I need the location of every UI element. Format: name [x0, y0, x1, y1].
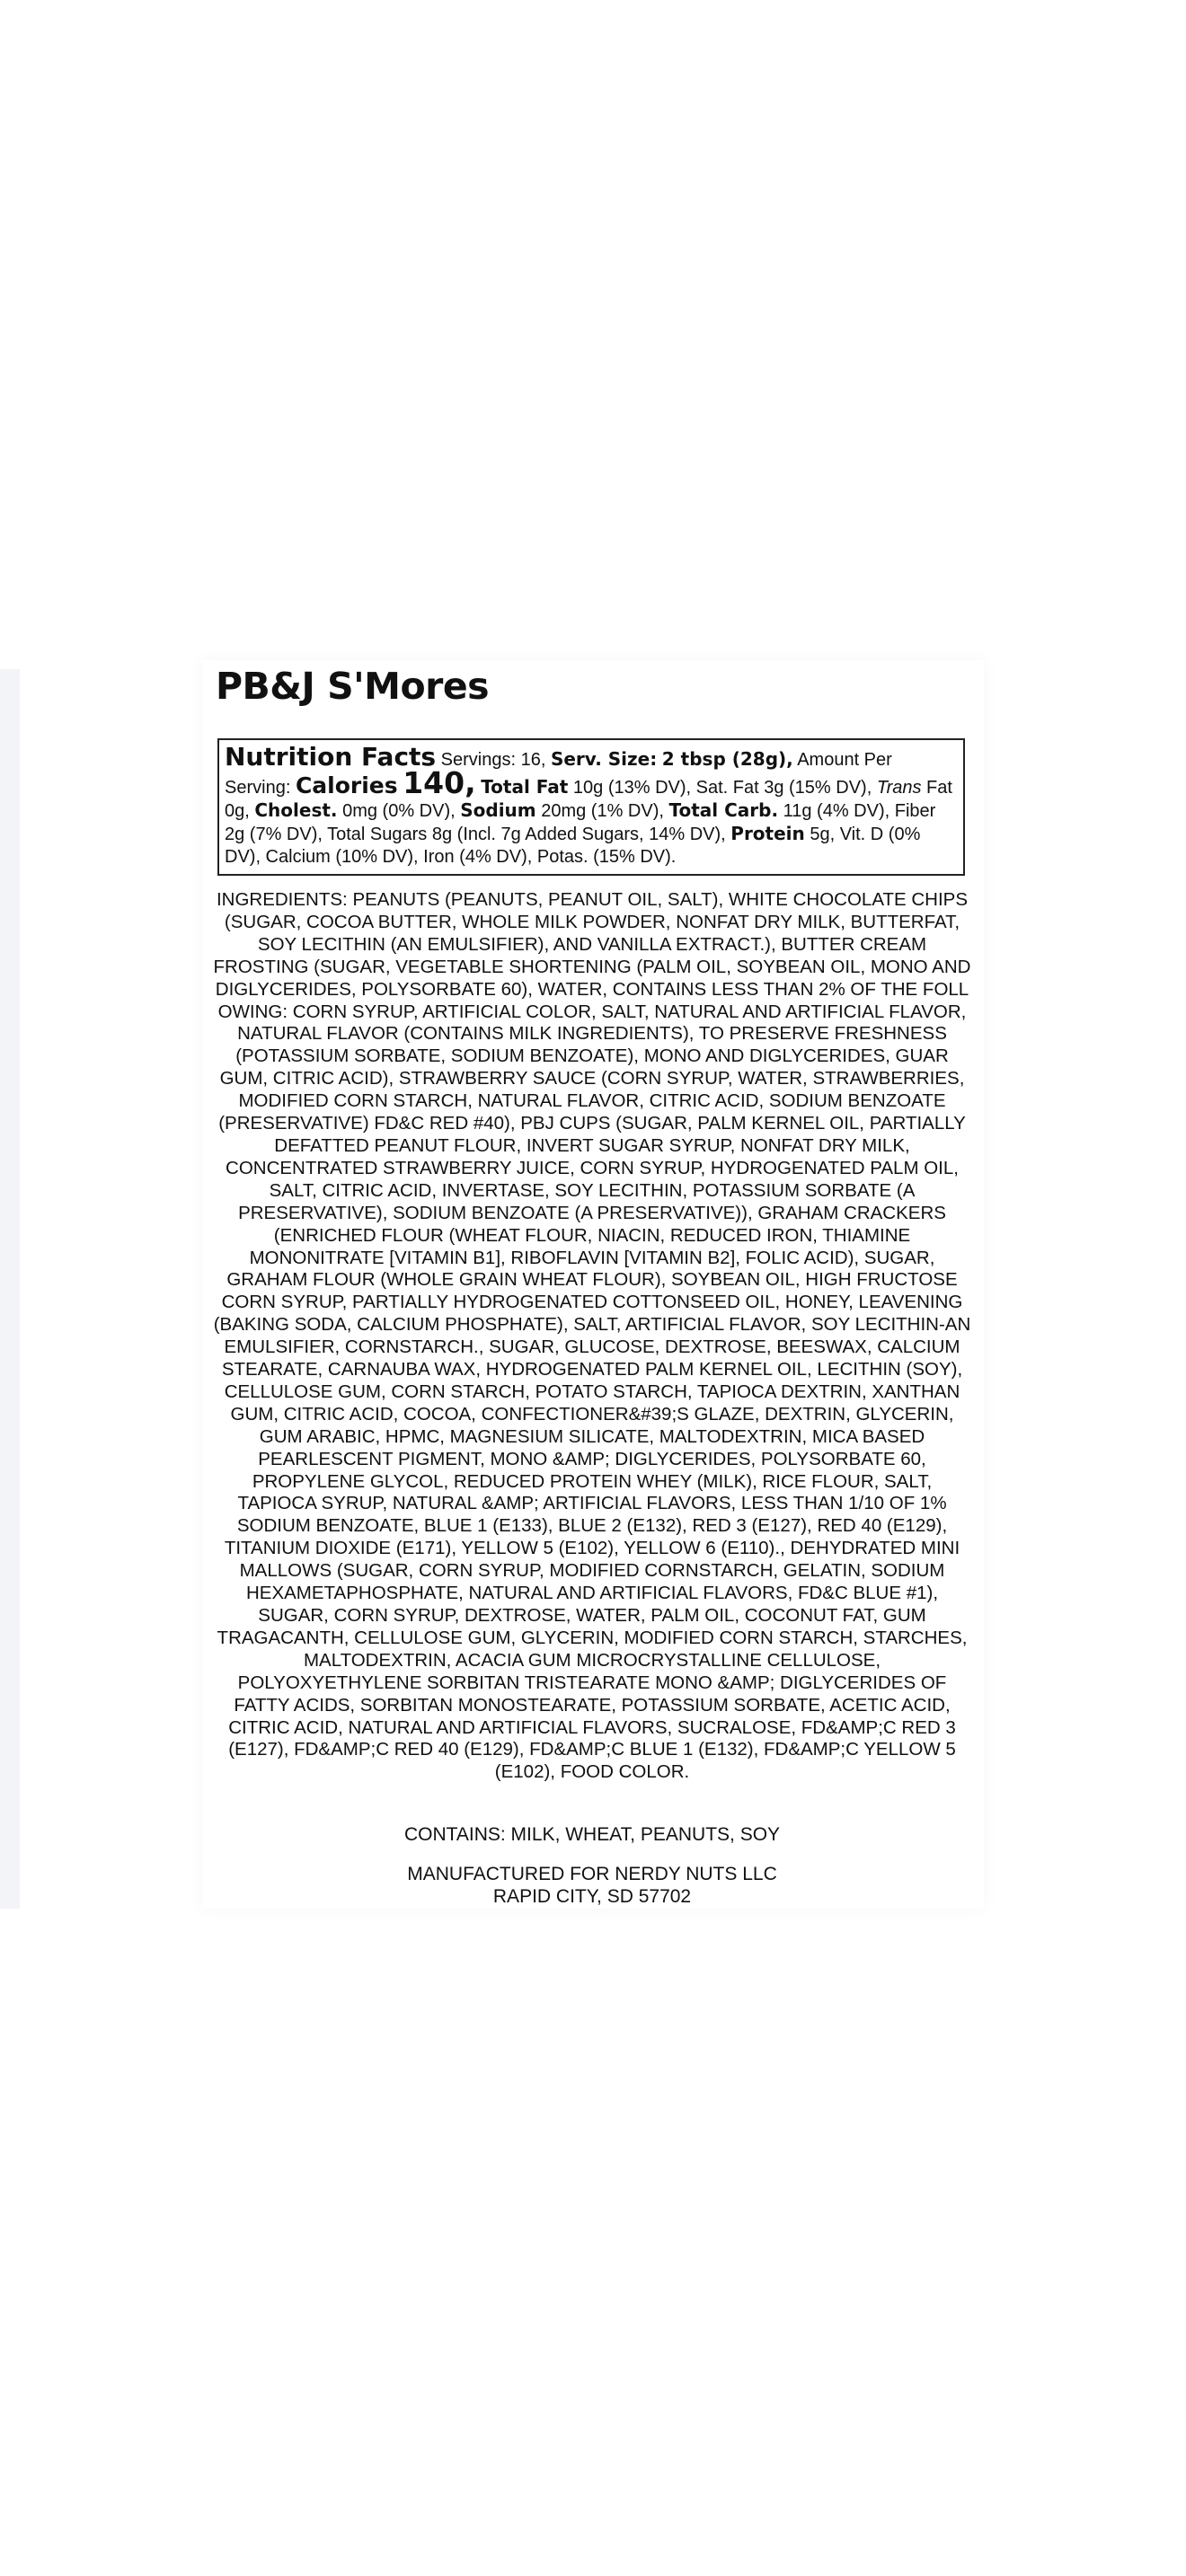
allergen-contains-text: CONTAINS: MILK, WHEAT, PEANUTS, SOY [403, 1824, 781, 1845]
protein-label: Protein [730, 823, 805, 844]
trans-label: Trans [876, 778, 922, 798]
trans-value: Fat 0g, [225, 778, 952, 821]
product-title: PB&J S'Mores [216, 665, 490, 708]
left-edge-panel [0, 669, 20, 1909]
total-carb-value: 11g (4% DV), Fiber 2g (7% DV), Total Sugars 8g (Incl. 7g Added Sugars, 14% DV), [225, 801, 936, 844]
sodium-label: Sodium [460, 799, 536, 821]
total-carb-label: Total Carb. [668, 799, 779, 821]
manufacturer-name: MANUFACTURED FOR NERDY NUTS LLC [407, 1864, 777, 1884]
cholesterol-label: Cholest. [254, 799, 338, 821]
nutrition-facts-panel [217, 738, 965, 876]
sodium-value: 20mg (1% DV), [541, 801, 664, 821]
nutrition-facts-heading: Nutrition Facts [225, 742, 437, 772]
ingredients-text: INGREDIENTS: PEANUTS (PEANUTS, PEANUT OIL, SALT), WHITE CHOCOLATE CHIPS (SUGAR, COCOA BUTTER, WHOLE MILK POWDER, NONFAT DRY MILK, BUTTERFAT, SOY LECITHIN (AN EMULSIFIER), AND VANILLA EXTRACT.), BUTTER CREAM FROSTING (SUGAR, VEGETABLE SHORTENING (PALM OIL, SOYBEAN OIL, MONO AND DIGLYCERIDES, POLYSORBATE 60), WATER, CONTAINS LESS THAN 2% OF THE FOLL OWING: CORN SYRUP, ARTIFICIAL COLOR, SALT, NATURAL AND ARTIFICIAL FLAVOR, NATURAL FLAVOR (CONTAINS MILK INGREDIENTS), TO PRESERVE FRESHNESS (POTASSIUM SORBATE, SODIUM BENZOATE), MONO AND DIGLYCERIDES, GUAR GUM, CITRIC ACID), STRAWBERRY SAUCE (CORN SYRUP, WATER, STRAWBERRIES, MODIFIED CORN STARCH, NATURAL FLAVOR, CITRIC ACID, SODIUM BENZOATE (PRESERVATIVE) FD&C RED #40), PBJ CUPS (SUGAR, PALM KERNEL OIL, PARTIALLY DEFATTED PEANUT FLOUR, INVERT SUGAR SYRUP, NONFAT DRY MILK, CONCENTRATED STRAWBERRY JUICE, CORN SYRUP, HYDROGENATED PALM OIL, SALT, CITRIC ACID, INVERTASE, SOY LECITHIN, POTASSIUM SORBATE (A PRESERVATIVE), SODIUM BENZOATE (A PRESERVATIVE)), GRAHAM CRACKERS (ENRICHED FLOUR (WHEAT FLOUR, NIACIN, REDUCED IRON, THIAMINE MONONITRATE [VITAMIN B1], RIBOFLAVIN [VITAMIN B2], FOLIC ACID), SUGAR, GRAHAM FLOUR (WHOLE GRAIN WHEAT FLOUR), SOYBEAN OIL, HIGH FRUCTOSE CORN SYRUP, PARTIALLY HYDROGENATED COTTONSEED OIL, HONEY, LEAVENING (BAKING SODA, CALCIUM PHOSPHATE), SALT, ARTIFICIAL FLAVOR, SOY LECITHIN-AN EMULSIFIER, CORNSTARCH., SUGAR, GLUCOSE, DEXTROSE, BEESWAX, CALCIUM STEARATE, CARNAUBA WAX, HYDROGENATED PALM KERNEL OIL, LECITHIN (SOY), CELLULOSE GUM, CORN STARCH, POTATO STARCH, TAPIOCA DEXTRIN, XANTHAN GUM, CITRIC ACID, COCOA, CONFECTIONER&#39;S GLAZE, DEXTRIN, GLYCERIN, GUM ARABIC, HPMC, MAGNESIUM SILICATE, MALTODEXTRIN, MICA BASED PEARLESCENT PIGMENT, MONO &AMP; DIGLYCERIDES, POLYSORBATE 60, PROPYLENE GLYCOL, REDUCED PROTEIN WHEY (MILK), RICE FLOUR, SALT, TAPIOCA SYRUP, NATURAL &AMP; ARTIFICIAL FLAVORS, LESS THAN 1/10 OF 1% SODIUM BENZOATE, BLUE 1 (E133), BLUE 2 (E132), RED 3 (E127), RED 40 (E129), TITANIUM DIOXIDE (E171), YELLOW 5 (E102), YELLOW 6 (E110)., DEHYDRATED MINI MALLOWS (SUGAR, CORN SYRUP, MODIFIED CORNSTARCH, GELATIN, SODIUM HEXAMETAPHOSPHATE, NATURAL AND ARTIFICIAL FLAVORS, FD&C BLUE #1), SUGAR, CORN SYRUP, DEXTROSE, WATER, PALM OIL, COCONUT FAT, GUM TRAGACANTH, CELLULOSE GUM, GLYCERIN, MODIFIED CORN STARCH, STARCHES, MALTODEXTRIN, ACACIA GUM MICROCRYSTALLINE CELLULOSE, POLYOXYETHYLENE SORBITAN TRISTEARATE MONO &AMP; DIGLYCERIDES OF FATTY ACIDS, SORBITAN MONOSTEARATE, POTASSIUM SORBATE, ACETIC ACID, CITRIC ACID, NATURAL AND ARTIFICIAL FLAVORS, SUCRALOSE, FD&AMP;C RED 3 (E127), FD&AMP;C RED 40 (E129), FD&AMP;C BLUE 1 (E132), FD&AMP;C YELLOW 5 (E102), FOOD COLOR. [213, 889, 971, 1783]
manufacturer-address: RAPID CITY, SD 57702 [492, 1886, 692, 1907]
total-fat-label: Total Fat [481, 776, 569, 798]
serving-size-value: 2 tbsp (28g), [661, 748, 793, 770]
vitamins-text: Vit. D (0% DV), Calcium (10% DV), Iron (4% DV), Potas. (15% DV). [225, 825, 921, 867]
amount-per-text: Amount Per Serving: [225, 750, 892, 798]
serving-size-label: Serv. Size: [550, 748, 658, 770]
calories-value: 140, [403, 765, 476, 800]
total-fat-value: 10g (13% DV), Sat. Fat 3g (15% DV), [572, 778, 872, 798]
protein-value: 5g, [810, 825, 836, 844]
calories-label: Calories [295, 772, 398, 798]
cholesterol-value: 0mg (0% DV), [342, 801, 456, 821]
manufacturer-info [212, 1863, 972, 1908]
servings-text: Servings: 16, [440, 750, 546, 770]
